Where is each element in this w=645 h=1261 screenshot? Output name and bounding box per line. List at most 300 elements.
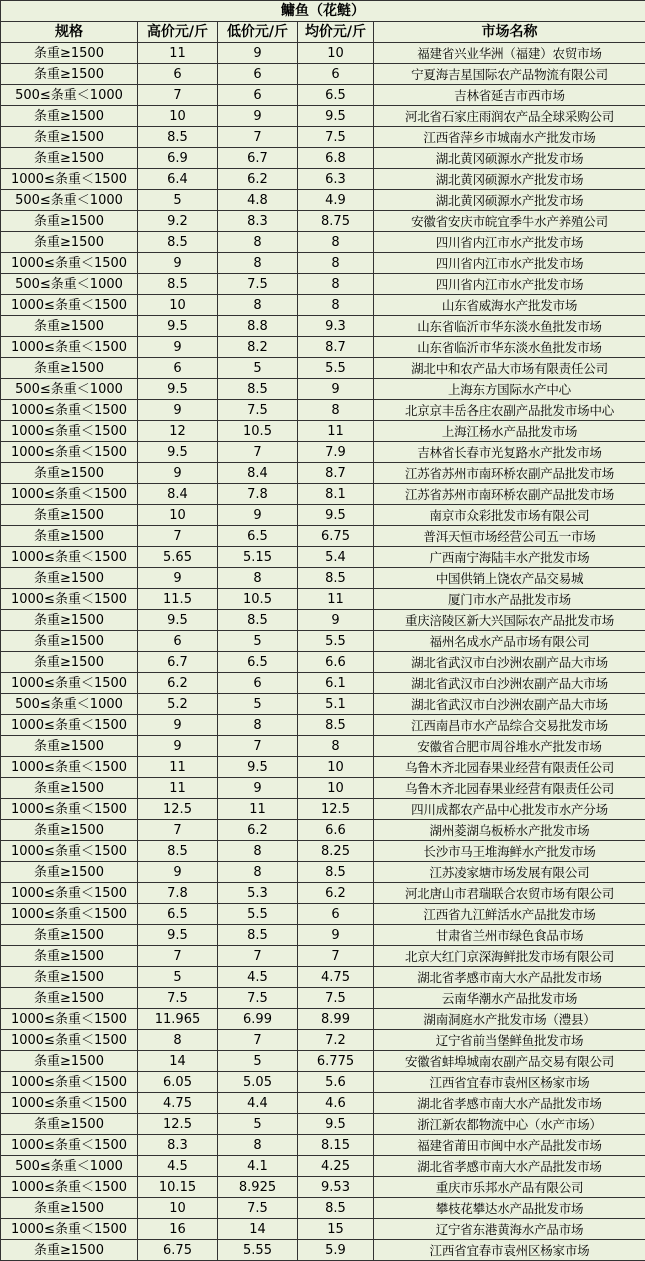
- table-row: [1, 694, 645, 715]
- cell-avg-price: 5.9: [298, 1240, 374, 1261]
- cell-spec: 条重≥1500: [1, 1240, 138, 1261]
- cell-avg-price: 8.25: [298, 841, 374, 862]
- cell-low-price: 6: [218, 64, 298, 85]
- cell-market-name: 上海江杨水产品批发市场: [374, 421, 645, 442]
- table-row: [1, 862, 645, 883]
- cell-high-price: 6: [138, 358, 218, 379]
- cell-high-price: 11: [138, 43, 218, 64]
- cell-low-price: 10.5: [218, 421, 298, 442]
- cell-spec: 1000≤条重＜1500: [1, 799, 138, 820]
- table-row: [1, 484, 645, 505]
- cell-spec: 1000≤条重＜1500: [1, 589, 138, 610]
- cell-low-price: 5.5: [218, 904, 298, 925]
- cell-high-price: 8.4: [138, 484, 218, 505]
- cell-spec: 1000≤条重＜1500: [1, 421, 138, 442]
- cell-spec: 条重≥1500: [1, 736, 138, 757]
- cell-market-name: 攀枝花攀达水产品批发市场: [374, 1198, 645, 1219]
- cell-avg-price: 6.3: [298, 169, 374, 190]
- cell-spec: 1000≤条重＜1500: [1, 883, 138, 904]
- cell-market-name: 长沙市马王堆海鲜水产批发市场: [374, 841, 645, 862]
- cell-avg-price: 9: [298, 610, 374, 631]
- cell-high-price: 5: [138, 967, 218, 988]
- cell-high-price: 14: [138, 1051, 218, 1072]
- cell-low-price: 9: [218, 106, 298, 127]
- cell-high-price: 8.5: [138, 841, 218, 862]
- cell-market-name: 江西省宜春市袁州区杨家市场: [374, 1240, 645, 1261]
- table-row: [1, 295, 645, 316]
- cell-avg-price: 8: [298, 232, 374, 253]
- cell-low-price: 5: [218, 694, 298, 715]
- cell-market-name: 湖北黄冈硕源水产批发市场: [374, 148, 645, 169]
- cell-market-name: 福建省莆田市闽中水产品批发市场: [374, 1135, 645, 1156]
- table-row: [1, 736, 645, 757]
- cell-market-name: 山东省威海水产批发市场: [374, 295, 645, 316]
- table-row: [1, 1072, 645, 1093]
- cell-spec: 1000≤条重＜1500: [1, 1135, 138, 1156]
- cell-avg-price: 6.5: [298, 85, 374, 106]
- cell-market-name: 浙江新农都物流中心（水产市场）: [374, 1114, 645, 1135]
- cell-low-price: 8.3: [218, 211, 298, 232]
- cell-market-name: 江西南昌市水产品综合交易批发市场: [374, 715, 645, 736]
- cell-avg-price: 8.5: [298, 715, 374, 736]
- cell-spec: 条重≥1500: [1, 148, 138, 169]
- cell-low-price: 4.1: [218, 1156, 298, 1177]
- cell-low-price: 9: [218, 43, 298, 64]
- cell-spec: 条重≥1500: [1, 211, 138, 232]
- header-market-name: 市场名称: [374, 22, 645, 43]
- table-row: [1, 43, 645, 64]
- cell-avg-price: 8.5: [298, 1198, 374, 1219]
- cell-avg-price: 10: [298, 757, 374, 778]
- table-row: [1, 631, 645, 652]
- cell-low-price: 8.2: [218, 337, 298, 358]
- cell-market-name: 厦门市水产品批发市场: [374, 589, 645, 610]
- cell-low-price: 8: [218, 715, 298, 736]
- cell-spec: 条重≥1500: [1, 232, 138, 253]
- table-row: [1, 85, 645, 106]
- cell-market-name: 山东省临沂市华东淡水鱼批发市场: [374, 337, 645, 358]
- cell-low-price: 14: [218, 1219, 298, 1240]
- cell-spec: 条重≥1500: [1, 862, 138, 883]
- cell-low-price: 7.5: [218, 1198, 298, 1219]
- cell-low-price: 6.99: [218, 1009, 298, 1030]
- table-row: [1, 1198, 645, 1219]
- cell-low-price: 8: [218, 232, 298, 253]
- cell-avg-price: 5.6: [298, 1072, 374, 1093]
- cell-spec: 500≤条重＜1000: [1, 85, 138, 106]
- cell-avg-price: 8.7: [298, 337, 374, 358]
- cell-spec: 条重≥1500: [1, 64, 138, 85]
- table-row: [1, 148, 645, 169]
- cell-market-name: 重庆市乐邦水产品有限公司: [374, 1177, 645, 1198]
- table-row: [1, 925, 645, 946]
- header-avg-price: 均价元/斤: [298, 22, 374, 43]
- cell-high-price: 6.75: [138, 1240, 218, 1261]
- cell-spec: 条重≥1500: [1, 505, 138, 526]
- cell-spec: 1000≤条重＜1500: [1, 547, 138, 568]
- cell-spec: 1000≤条重＜1500: [1, 1009, 138, 1030]
- cell-avg-price: 5.5: [298, 631, 374, 652]
- cell-spec: 条重≥1500: [1, 127, 138, 148]
- cell-avg-price: 10: [298, 43, 374, 64]
- cell-avg-price: 9.3: [298, 316, 374, 337]
- cell-spec: 条重≥1500: [1, 568, 138, 589]
- cell-high-price: 11.965: [138, 1009, 218, 1030]
- cell-avg-price: 8.99: [298, 1009, 374, 1030]
- cell-high-price: 12: [138, 421, 218, 442]
- cell-market-name: 辽宁省东港黄海水产品市场: [374, 1219, 645, 1240]
- cell-avg-price: 8.75: [298, 211, 374, 232]
- cell-spec: 条重≥1500: [1, 1114, 138, 1135]
- cell-high-price: 11: [138, 757, 218, 778]
- cell-high-price: 9.5: [138, 610, 218, 631]
- cell-low-price: 5: [218, 631, 298, 652]
- cell-spec: 条重≥1500: [1, 820, 138, 841]
- header-high-price: 高价元/斤: [138, 22, 218, 43]
- table-row: [1, 946, 645, 967]
- cell-high-price: 7.5: [138, 988, 218, 1009]
- cell-market-name: 湖州菱湖乌板桥水产批发市场: [374, 820, 645, 841]
- cell-market-name: 河北省石家庄雨润农产品全球采购公司: [374, 106, 645, 127]
- cell-high-price: 10: [138, 1198, 218, 1219]
- table-row: [1, 967, 645, 988]
- cell-low-price: 8: [218, 253, 298, 274]
- cell-market-name: 四川成都农产品中心批发市水产分场: [374, 799, 645, 820]
- cell-avg-price: 15: [298, 1219, 374, 1240]
- cell-high-price: 7: [138, 526, 218, 547]
- table-row: [1, 505, 645, 526]
- cell-high-price: 5: [138, 190, 218, 211]
- cell-low-price: 11: [218, 799, 298, 820]
- cell-high-price: 7: [138, 820, 218, 841]
- cell-low-price: 7.5: [218, 400, 298, 421]
- table-row: [1, 253, 645, 274]
- cell-low-price: 8.925: [218, 1177, 298, 1198]
- cell-high-price: 9: [138, 337, 218, 358]
- cell-low-price: 9: [218, 505, 298, 526]
- cell-spec: 条重≥1500: [1, 967, 138, 988]
- cell-avg-price: 5.5: [298, 358, 374, 379]
- table-row: [1, 106, 645, 127]
- cell-market-name: 湖南洞庭水产批发市场（澧县）: [374, 1009, 645, 1030]
- cell-spec: 1000≤条重＜1500: [1, 400, 138, 421]
- cell-avg-price: 4.75: [298, 967, 374, 988]
- cell-avg-price: 6: [298, 64, 374, 85]
- cell-market-name: 福建省兴业华洲（福建）农贸市场: [374, 43, 645, 64]
- cell-avg-price: 8: [298, 253, 374, 274]
- table-header-row: [1, 22, 645, 43]
- cell-high-price: 9: [138, 463, 218, 484]
- table-row: [1, 1051, 645, 1072]
- cell-low-price: 8: [218, 1135, 298, 1156]
- cell-low-price: 9.5: [218, 757, 298, 778]
- table-row: [1, 211, 645, 232]
- cell-high-price: 4.75: [138, 1093, 218, 1114]
- cell-avg-price: 6.775: [298, 1051, 374, 1072]
- cell-low-price: 8.5: [218, 379, 298, 400]
- cell-market-name: 湖北黄冈硕源水产批发市场: [374, 190, 645, 211]
- cell-high-price: 16: [138, 1219, 218, 1240]
- table-row: [1, 904, 645, 925]
- cell-avg-price: 10: [298, 778, 374, 799]
- cell-market-name: 湖北省孝感市南大水产品批发市场: [374, 1093, 645, 1114]
- cell-low-price: 7: [218, 946, 298, 967]
- cell-spec: 条重≥1500: [1, 43, 138, 64]
- table-row: [1, 610, 645, 631]
- cell-market-name: 江苏凌家塘市场发展有限公司: [374, 862, 645, 883]
- cell-avg-price: 5.1: [298, 694, 374, 715]
- cell-market-name: 吉林省长春市光复路水产批发市场: [374, 442, 645, 463]
- table-title: 鳙鱼（花鲢）: [1, 1, 645, 22]
- cell-market-name: 江西省萍乡市城南水产批发市场: [374, 127, 645, 148]
- cell-avg-price: 7.5: [298, 127, 374, 148]
- cell-market-name: 北京大红门京深海鲜批发市场有限公司: [374, 946, 645, 967]
- table-row: [1, 1135, 645, 1156]
- cell-high-price: 9: [138, 568, 218, 589]
- cell-avg-price: 12.5: [298, 799, 374, 820]
- cell-high-price: 10: [138, 295, 218, 316]
- cell-market-name: 湖北省武汉市白沙洲农副产品大市场: [374, 694, 645, 715]
- cell-high-price: 9.5: [138, 379, 218, 400]
- cell-avg-price: 8.5: [298, 862, 374, 883]
- cell-spec: 条重≥1500: [1, 1051, 138, 1072]
- cell-spec: 1000≤条重＜1500: [1, 295, 138, 316]
- cell-market-name: 山东省临沂市华东淡水鱼批发市场: [374, 316, 645, 337]
- table-row: [1, 1177, 645, 1198]
- cell-low-price: 4.8: [218, 190, 298, 211]
- cell-avg-price: 9.5: [298, 505, 374, 526]
- cell-spec: 1000≤条重＜1500: [1, 442, 138, 463]
- table-row: [1, 64, 645, 85]
- cell-high-price: 6.2: [138, 673, 218, 694]
- table-body: [1, 43, 645, 1261]
- cell-avg-price: 6.1: [298, 673, 374, 694]
- table-row: [1, 463, 645, 484]
- table-row: [1, 1219, 645, 1240]
- cell-market-name: 江苏省苏州市南环桥农副产品批发市场: [374, 463, 645, 484]
- cell-low-price: 5: [218, 1051, 298, 1072]
- table-row: [1, 169, 645, 190]
- cell-avg-price: 9: [298, 925, 374, 946]
- table-row: [1, 883, 645, 904]
- cell-spec: 条重≥1500: [1, 1198, 138, 1219]
- cell-avg-price: 8: [298, 400, 374, 421]
- header-low-price: 低价元/斤: [218, 22, 298, 43]
- table-row: [1, 673, 645, 694]
- table-row: [1, 1093, 645, 1114]
- cell-low-price: 5.15: [218, 547, 298, 568]
- cell-market-name: 安徽省蚌埠城南农副产品交易有限公司: [374, 1051, 645, 1072]
- cell-spec: 500≤条重＜1000: [1, 694, 138, 715]
- cell-low-price: 5.55: [218, 1240, 298, 1261]
- cell-high-price: 10: [138, 505, 218, 526]
- cell-avg-price: 6.6: [298, 820, 374, 841]
- cell-spec: 1000≤条重＜1500: [1, 484, 138, 505]
- cell-high-price: 10: [138, 106, 218, 127]
- cell-spec: 条重≥1500: [1, 316, 138, 337]
- cell-avg-price: 9.5: [298, 106, 374, 127]
- table-row: [1, 841, 645, 862]
- cell-low-price: 7.8: [218, 484, 298, 505]
- table-row: [1, 778, 645, 799]
- cell-avg-price: 8: [298, 274, 374, 295]
- table-row: [1, 757, 645, 778]
- table-title-row: [1, 1, 645, 22]
- cell-avg-price: 6.8: [298, 148, 374, 169]
- table-row: [1, 820, 645, 841]
- cell-low-price: 6.2: [218, 169, 298, 190]
- cell-low-price: 5: [218, 1114, 298, 1135]
- table-row: [1, 1156, 645, 1177]
- cell-spec: 条重≥1500: [1, 610, 138, 631]
- cell-spec: 1000≤条重＜1500: [1, 757, 138, 778]
- cell-low-price: 8: [218, 295, 298, 316]
- cell-spec: 1000≤条重＜1500: [1, 841, 138, 862]
- cell-spec: 条重≥1500: [1, 946, 138, 967]
- cell-high-price: 11: [138, 778, 218, 799]
- cell-high-price: 7: [138, 85, 218, 106]
- cell-avg-price: 4.9: [298, 190, 374, 211]
- cell-low-price: 6: [218, 673, 298, 694]
- cell-high-price: 6: [138, 64, 218, 85]
- cell-spec: 条重≥1500: [1, 925, 138, 946]
- cell-avg-price: 11: [298, 421, 374, 442]
- cell-market-name: 湖北中和农产品大市场有限责任公司: [374, 358, 645, 379]
- table-row: [1, 232, 645, 253]
- cell-avg-price: 7.5: [298, 988, 374, 1009]
- cell-avg-price: 4.6: [298, 1093, 374, 1114]
- cell-market-name: 中国供销上饶农产品交易城: [374, 568, 645, 589]
- cell-spec: 1000≤条重＜1500: [1, 673, 138, 694]
- cell-high-price: 5.65: [138, 547, 218, 568]
- cell-avg-price: 5.4: [298, 547, 374, 568]
- cell-low-price: 8.4: [218, 463, 298, 484]
- cell-market-name: 江苏省苏州市南环桥农副产品批发市场: [374, 484, 645, 505]
- cell-avg-price: 8: [298, 736, 374, 757]
- cell-market-name: 普洱天恒市场经营公司五一市场: [374, 526, 645, 547]
- cell-low-price: 8: [218, 862, 298, 883]
- cell-low-price: 8.5: [218, 610, 298, 631]
- cell-market-name: 甘肃省兰州市绿色食品市场: [374, 925, 645, 946]
- cell-low-price: 5.05: [218, 1072, 298, 1093]
- table-row: [1, 652, 645, 673]
- cell-market-name: 云南华潮水产品批发市场: [374, 988, 645, 1009]
- cell-spec: 条重≥1500: [1, 652, 138, 673]
- cell-high-price: 4.5: [138, 1156, 218, 1177]
- table-row: [1, 547, 645, 568]
- table-row: [1, 589, 645, 610]
- header-spec: 规格: [1, 22, 138, 43]
- cell-spec: 1000≤条重＜1500: [1, 337, 138, 358]
- table-row: [1, 1114, 645, 1135]
- cell-market-name: 湖北省武汉市白沙洲农副产品大市场: [374, 673, 645, 694]
- cell-market-name: 上海东方国际水产中心: [374, 379, 645, 400]
- cell-high-price: 9.5: [138, 925, 218, 946]
- cell-spec: 500≤条重＜1000: [1, 274, 138, 295]
- cell-low-price: 6.5: [218, 526, 298, 547]
- cell-spec: 条重≥1500: [1, 631, 138, 652]
- cell-market-name: 广西南宁海陆丰水产批发市场: [374, 547, 645, 568]
- cell-low-price: 7: [218, 736, 298, 757]
- cell-market-name: 湖北省孝感市南大水产品批发市场: [374, 1156, 645, 1177]
- cell-low-price: 7.5: [218, 988, 298, 1009]
- cell-market-name: 安徽省合肥市周谷堆水产批发市场: [374, 736, 645, 757]
- cell-high-price: 9: [138, 400, 218, 421]
- table-row: [1, 316, 645, 337]
- cell-market-name: 湖北黄冈硕源水产批发市场: [374, 169, 645, 190]
- cell-avg-price: 6.2: [298, 883, 374, 904]
- cell-spec: 条重≥1500: [1, 778, 138, 799]
- cell-spec: 1000≤条重＜1500: [1, 169, 138, 190]
- cell-market-name: 江西省九江鲜活水产品批发市场: [374, 904, 645, 925]
- cell-avg-price: 6.6: [298, 652, 374, 673]
- cell-spec: 1000≤条重＜1500: [1, 1177, 138, 1198]
- cell-low-price: 7: [218, 127, 298, 148]
- cell-high-price: 12.5: [138, 1114, 218, 1135]
- cell-low-price: 8: [218, 568, 298, 589]
- table-row: [1, 358, 645, 379]
- cell-spec: 500≤条重＜1000: [1, 1156, 138, 1177]
- cell-market-name: 福州名成水产品市场有限公司: [374, 631, 645, 652]
- cell-market-name: 四川省内江市水产批发市场: [374, 232, 645, 253]
- table-row: [1, 337, 645, 358]
- cell-avg-price: 7: [298, 946, 374, 967]
- cell-high-price: 8.5: [138, 127, 218, 148]
- cell-high-price: 5.2: [138, 694, 218, 715]
- cell-low-price: 6.7: [218, 148, 298, 169]
- cell-avg-price: 9.5: [298, 1114, 374, 1135]
- table-row: [1, 988, 645, 1009]
- cell-spec: 1000≤条重＜1500: [1, 1072, 138, 1093]
- cell-market-name: 重庆涪陵区新大兴国际农产品批发市场: [374, 610, 645, 631]
- cell-low-price: 4.5: [218, 967, 298, 988]
- cell-low-price: 9: [218, 778, 298, 799]
- cell-low-price: 6: [218, 85, 298, 106]
- table-row: [1, 799, 645, 820]
- table-row: [1, 421, 645, 442]
- cell-low-price: 7: [218, 1030, 298, 1051]
- cell-low-price: 5.3: [218, 883, 298, 904]
- cell-spec: 条重≥1500: [1, 988, 138, 1009]
- cell-avg-price: 8: [298, 295, 374, 316]
- table-row: [1, 526, 645, 547]
- cell-avg-price: 11: [298, 589, 374, 610]
- cell-avg-price: 6.75: [298, 526, 374, 547]
- cell-high-price: 9: [138, 736, 218, 757]
- cell-high-price: 8.3: [138, 1135, 218, 1156]
- cell-avg-price: 7.9: [298, 442, 374, 463]
- cell-high-price: 11.5: [138, 589, 218, 610]
- cell-market-name: 北京京丰岳各庄农副产品批发市场中心: [374, 400, 645, 421]
- table-row: [1, 190, 645, 211]
- cell-high-price: 6.9: [138, 148, 218, 169]
- cell-high-price: 6.7: [138, 652, 218, 673]
- cell-market-name: 宁夏海吉星国际农产品物流有限公司: [374, 64, 645, 85]
- cell-high-price: 9.2: [138, 211, 218, 232]
- table-row: [1, 1030, 645, 1051]
- cell-high-price: 10.15: [138, 1177, 218, 1198]
- cell-market-name: 江西省宜春市袁州区杨家市场: [374, 1072, 645, 1093]
- cell-high-price: 6.4: [138, 169, 218, 190]
- cell-market-name: 南京市众彩批发市场有限公司: [374, 505, 645, 526]
- cell-high-price: 9.5: [138, 442, 218, 463]
- table-row: [1, 274, 645, 295]
- cell-high-price: 9: [138, 253, 218, 274]
- cell-avg-price: 7.2: [298, 1030, 374, 1051]
- cell-avg-price: 8.7: [298, 463, 374, 484]
- cell-low-price: 8.8: [218, 316, 298, 337]
- cell-spec: 1000≤条重＜1500: [1, 1093, 138, 1114]
